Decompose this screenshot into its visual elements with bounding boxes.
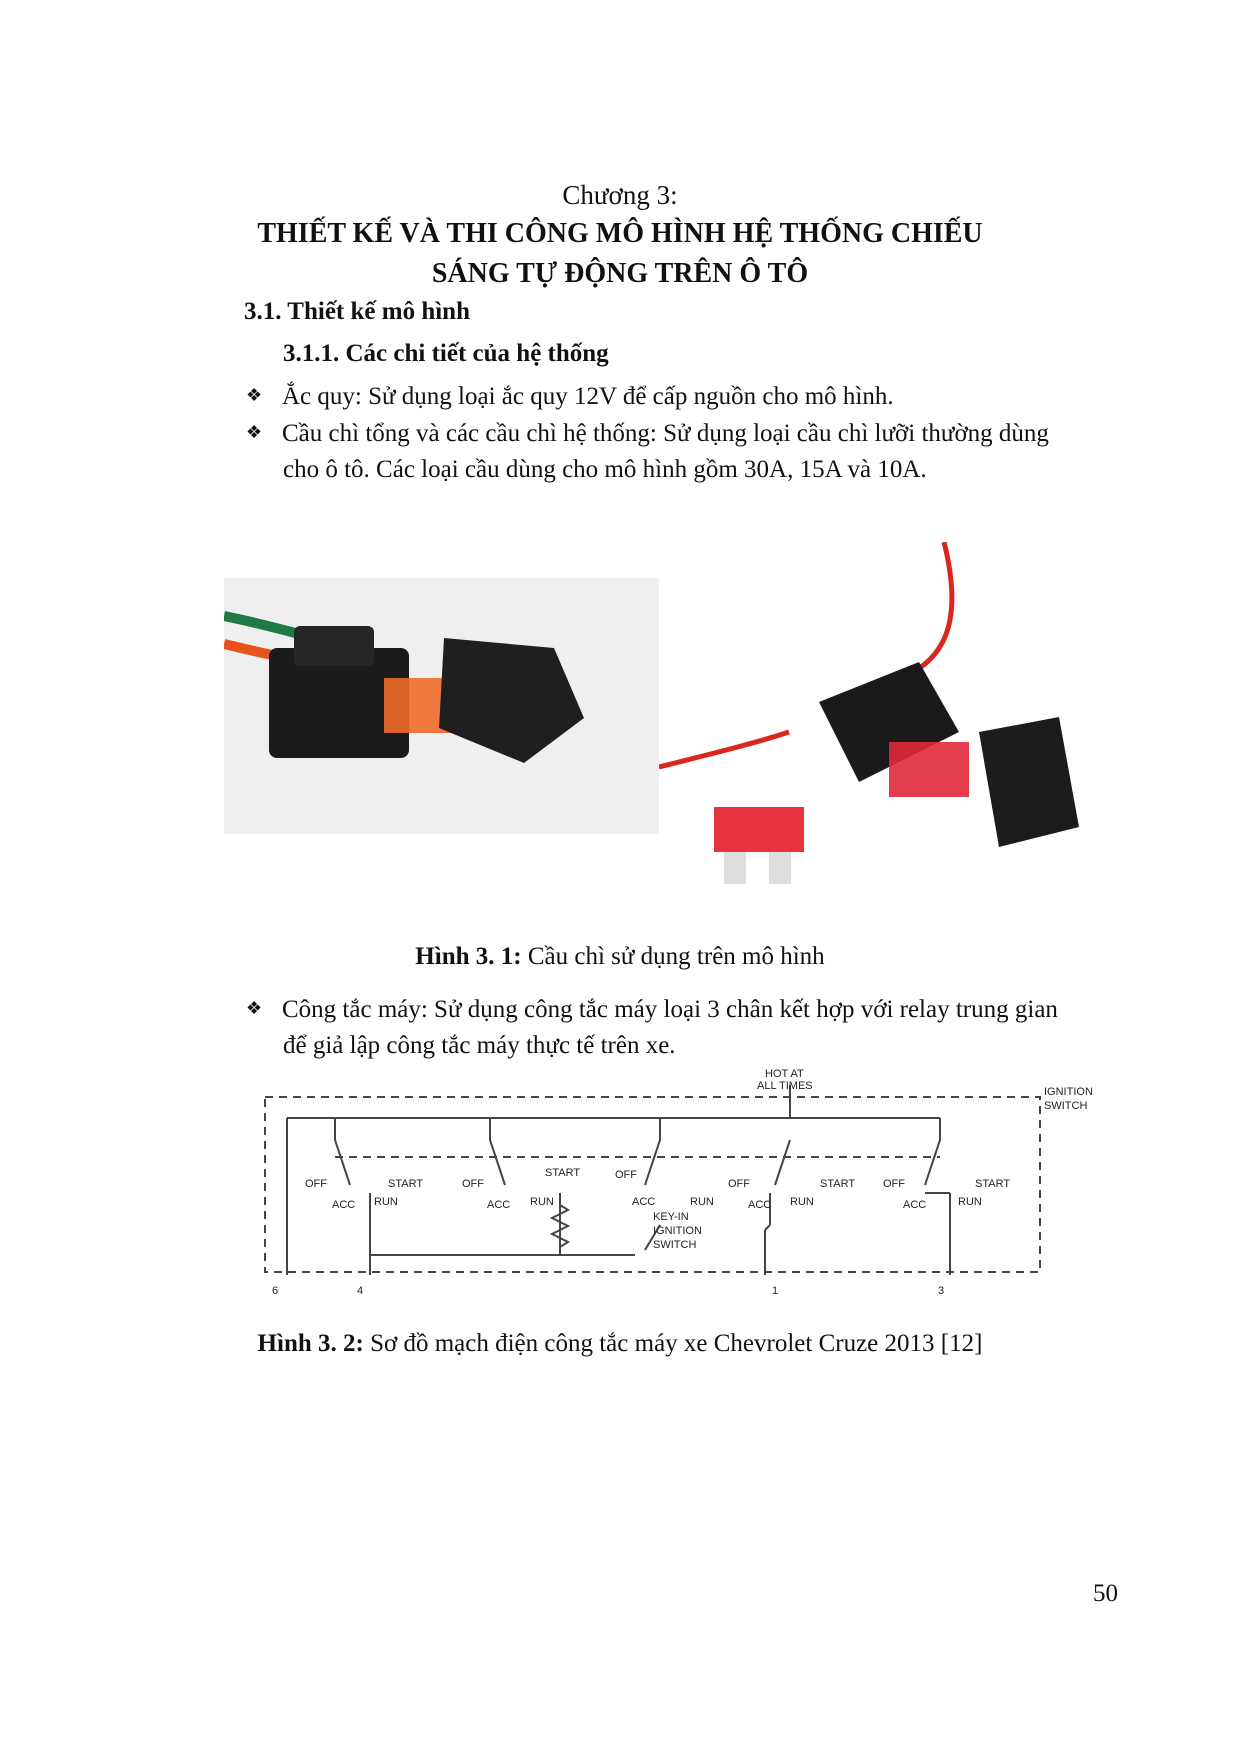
off-label: OFF xyxy=(615,1169,637,1181)
chapter-label: Chương 3: xyxy=(562,180,678,210)
subsection-heading: 3.1.1. Các chi tiết của hệ thống xyxy=(283,340,609,367)
pin-label: 3 xyxy=(938,1285,945,1297)
acc-label: ACC xyxy=(748,1199,772,1211)
off-label: OFF xyxy=(728,1178,750,1190)
figure-2-caption-text: Sơ đồ mạch điện công tắc máy xe Chevrolet Cruze 2013 [12] xyxy=(363,1330,983,1357)
figure-1-label: Hình 3. 1: xyxy=(415,943,522,970)
run-label: RUN xyxy=(690,1196,714,1208)
fuse-holder-photo-right xyxy=(659,542,1095,922)
bullet-item xyxy=(246,414,1126,452)
bullet-text: Công tắc máy: Sử dụng công tắc máy loại 3 chân kết hợp với relay trung gian xyxy=(282,996,1058,1023)
run-label: RUN xyxy=(530,1196,554,1208)
chapter-title-line-2: SÁNG TỰ ĐỘNG TRÊN Ô TÔ xyxy=(431,258,809,289)
page-number: 50 xyxy=(1093,1580,1118,1607)
start-label: START xyxy=(820,1178,856,1190)
ign-label-1: IGNITION xyxy=(1044,1086,1093,1098)
acc-label: ACC xyxy=(632,1196,656,1208)
figure-2-caption xyxy=(0,1330,1240,1358)
diamond-bullet-icon: ❖ xyxy=(246,422,263,442)
start-label: START xyxy=(388,1178,424,1190)
run-label: RUN xyxy=(790,1196,814,1208)
fuse-holder-photo-left xyxy=(224,578,662,834)
off-label: OFF xyxy=(883,1178,905,1190)
pin-label: 4 xyxy=(357,1285,364,1297)
pin-label: 6 xyxy=(272,1285,279,1297)
run-label: RUN xyxy=(374,1196,398,1208)
keyin-label-2: IGNITION xyxy=(653,1225,702,1237)
figure-1-caption-text: Cầu chì sử dụng trên mô hình xyxy=(521,943,825,970)
keyin-label-1: KEY-IN xyxy=(653,1211,689,1223)
acc-label: ACC xyxy=(487,1199,511,1211)
diamond-bullet-icon: ❖ xyxy=(246,998,263,1018)
hot-label-2: ALL TIMES xyxy=(757,1080,813,1092)
chapter-title-line-1: THIẾT KẾ VÀ THI CÔNG MÔ HÌNH HỆ THỐNG CHIẾU xyxy=(257,218,983,249)
acc-label: ACC xyxy=(332,1199,356,1211)
hot-label-1: HOT AT xyxy=(765,1068,804,1080)
bullet-continuation: cho ô tô. Các loại cầu dùng cho mô hình gồm 30A, 15A và 10A. xyxy=(283,456,927,483)
start-label: START xyxy=(545,1167,581,1179)
bullet-continuation: để giả lập công tắc máy thực tế trên xe. xyxy=(283,1032,676,1059)
bullet-item xyxy=(246,377,1126,415)
bullet-item xyxy=(246,990,1126,1028)
pin-label: 1 xyxy=(772,1285,779,1297)
keyin-label-3: SWITCH xyxy=(653,1239,697,1251)
figure-2-label: Hình 3. 2: xyxy=(257,1330,364,1357)
start-label: START xyxy=(975,1178,1011,1190)
off-label: OFF xyxy=(462,1178,484,1190)
section-heading: 3.1. Thiết kế mô hình xyxy=(244,298,470,325)
ignition-switch-diagram xyxy=(260,1065,1120,1315)
run-label: RUN xyxy=(958,1196,982,1208)
diamond-bullet-icon: ❖ xyxy=(246,385,263,405)
ign-label-2: SWITCH xyxy=(1044,1100,1088,1112)
figure-1-caption xyxy=(0,943,1240,971)
off-label: OFF xyxy=(305,1178,327,1190)
bullet-text: Cầu chì tổng và các cầu chì hệ thống: Sử dụng loại cầu chì lưỡi thường dùng xyxy=(282,420,1049,447)
acc-label: ACC xyxy=(903,1199,927,1211)
bullet-text: Ắc quy: Sử dụng loại ắc quy 12V để cấp nguồn cho mô hình. xyxy=(282,383,894,410)
